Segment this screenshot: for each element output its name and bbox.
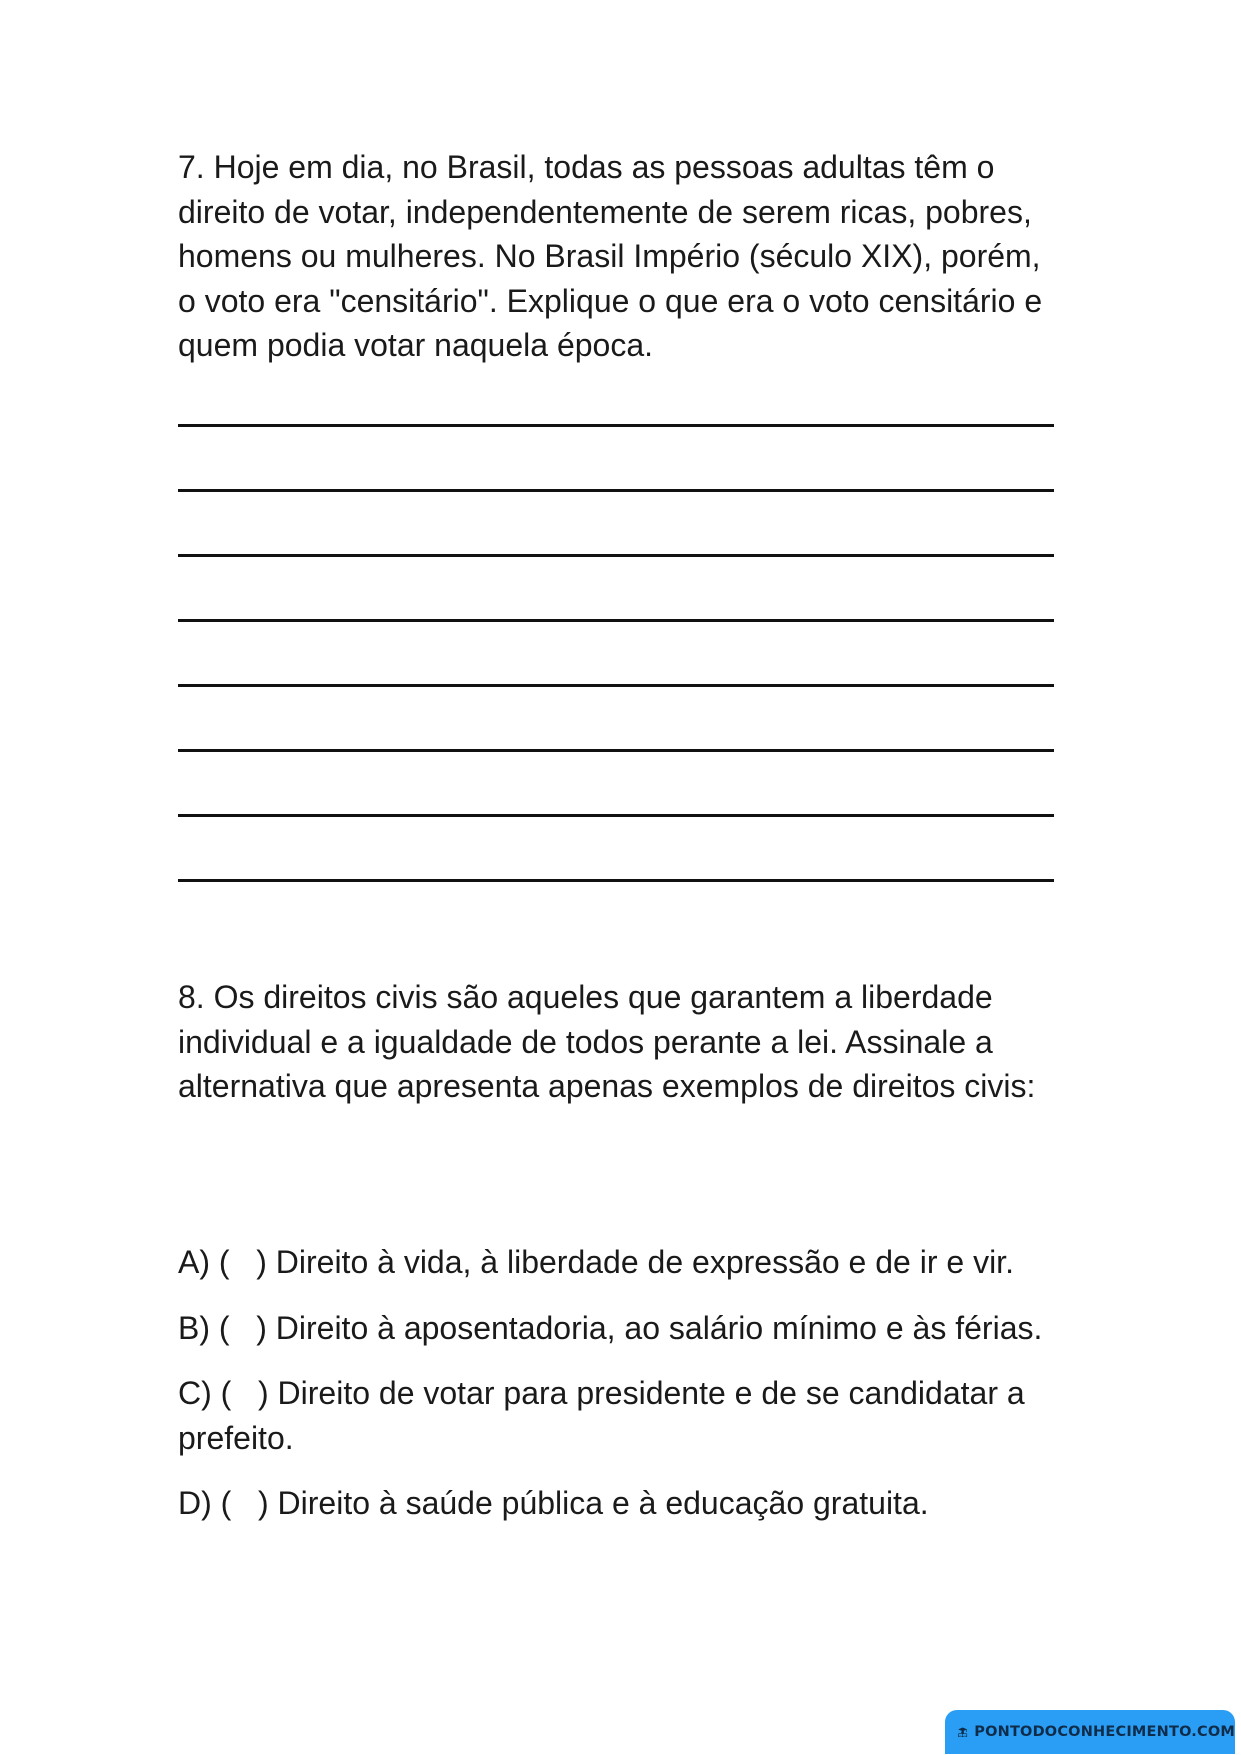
option-checkbox[interactable]: ( ) — [220, 1375, 269, 1411]
option-letter: D) — [178, 1485, 212, 1521]
answer-line[interactable] — [178, 879, 1054, 882]
answer-line[interactable] — [178, 749, 1054, 752]
graduation-reader-icon — [957, 1717, 968, 1747]
question-8-text: 8. Os direitos civis são aqueles que garantem a liberdade individual e a igualdade de todos perante a lei. Assinale a alternativa que apresenta apenas exemplos de direitos civis: — [178, 979, 1036, 1104]
answer-line[interactable] — [178, 424, 1054, 427]
option-letter: A) — [178, 1244, 210, 1280]
option-text: Direito à aposentadoria, ao salário mínimo e às férias. — [275, 1309, 1043, 1346]
option-text: Direito de votar para presidente e de se candidatar a prefeito. — [178, 1375, 1025, 1456]
question-7-text: 7. Hoje em dia, no Brasil, todas as pessoas adultas têm o direito de votar, independentemente de serem ricas, pobres, homens ou mulheres. No Brasil Império (século XIX), porém, o voto era "censitário". Explique o que era o voto censitário e quem podia votar naquela época. — [178, 149, 1043, 363]
option-text: Direito à vida, à liberdade de expressão e de ir e vir. — [275, 1244, 1014, 1280]
answer-line[interactable] — [178, 619, 1054, 622]
option-d — [178, 1481, 1063, 1526]
answer-line[interactable] — [178, 684, 1054, 687]
option-a — [178, 1240, 1063, 1285]
option-b — [178, 1306, 1063, 1351]
option-checkbox[interactable]: ( ) — [218, 1309, 267, 1346]
answer-line[interactable] — [178, 814, 1054, 817]
answer-lines — [178, 424, 1054, 944]
option-c — [178, 1371, 1063, 1460]
option-text: Direito à saúde pública e à educação gratuita. — [277, 1485, 929, 1521]
option-letter: B) — [178, 1309, 210, 1346]
answer-line[interactable] — [178, 489, 1054, 492]
question-8-options — [178, 1240, 1063, 1547]
answer-line[interactable] — [178, 554, 1054, 557]
brand-text: PONTODOCONHECIMENTO.COM — [974, 1724, 1235, 1740]
option-letter: C) — [178, 1375, 212, 1411]
brand-badge[interactable] — [945, 1710, 1235, 1754]
option-checkbox[interactable]: ( ) — [220, 1485, 269, 1521]
option-checkbox[interactable]: ( ) — [218, 1244, 267, 1280]
